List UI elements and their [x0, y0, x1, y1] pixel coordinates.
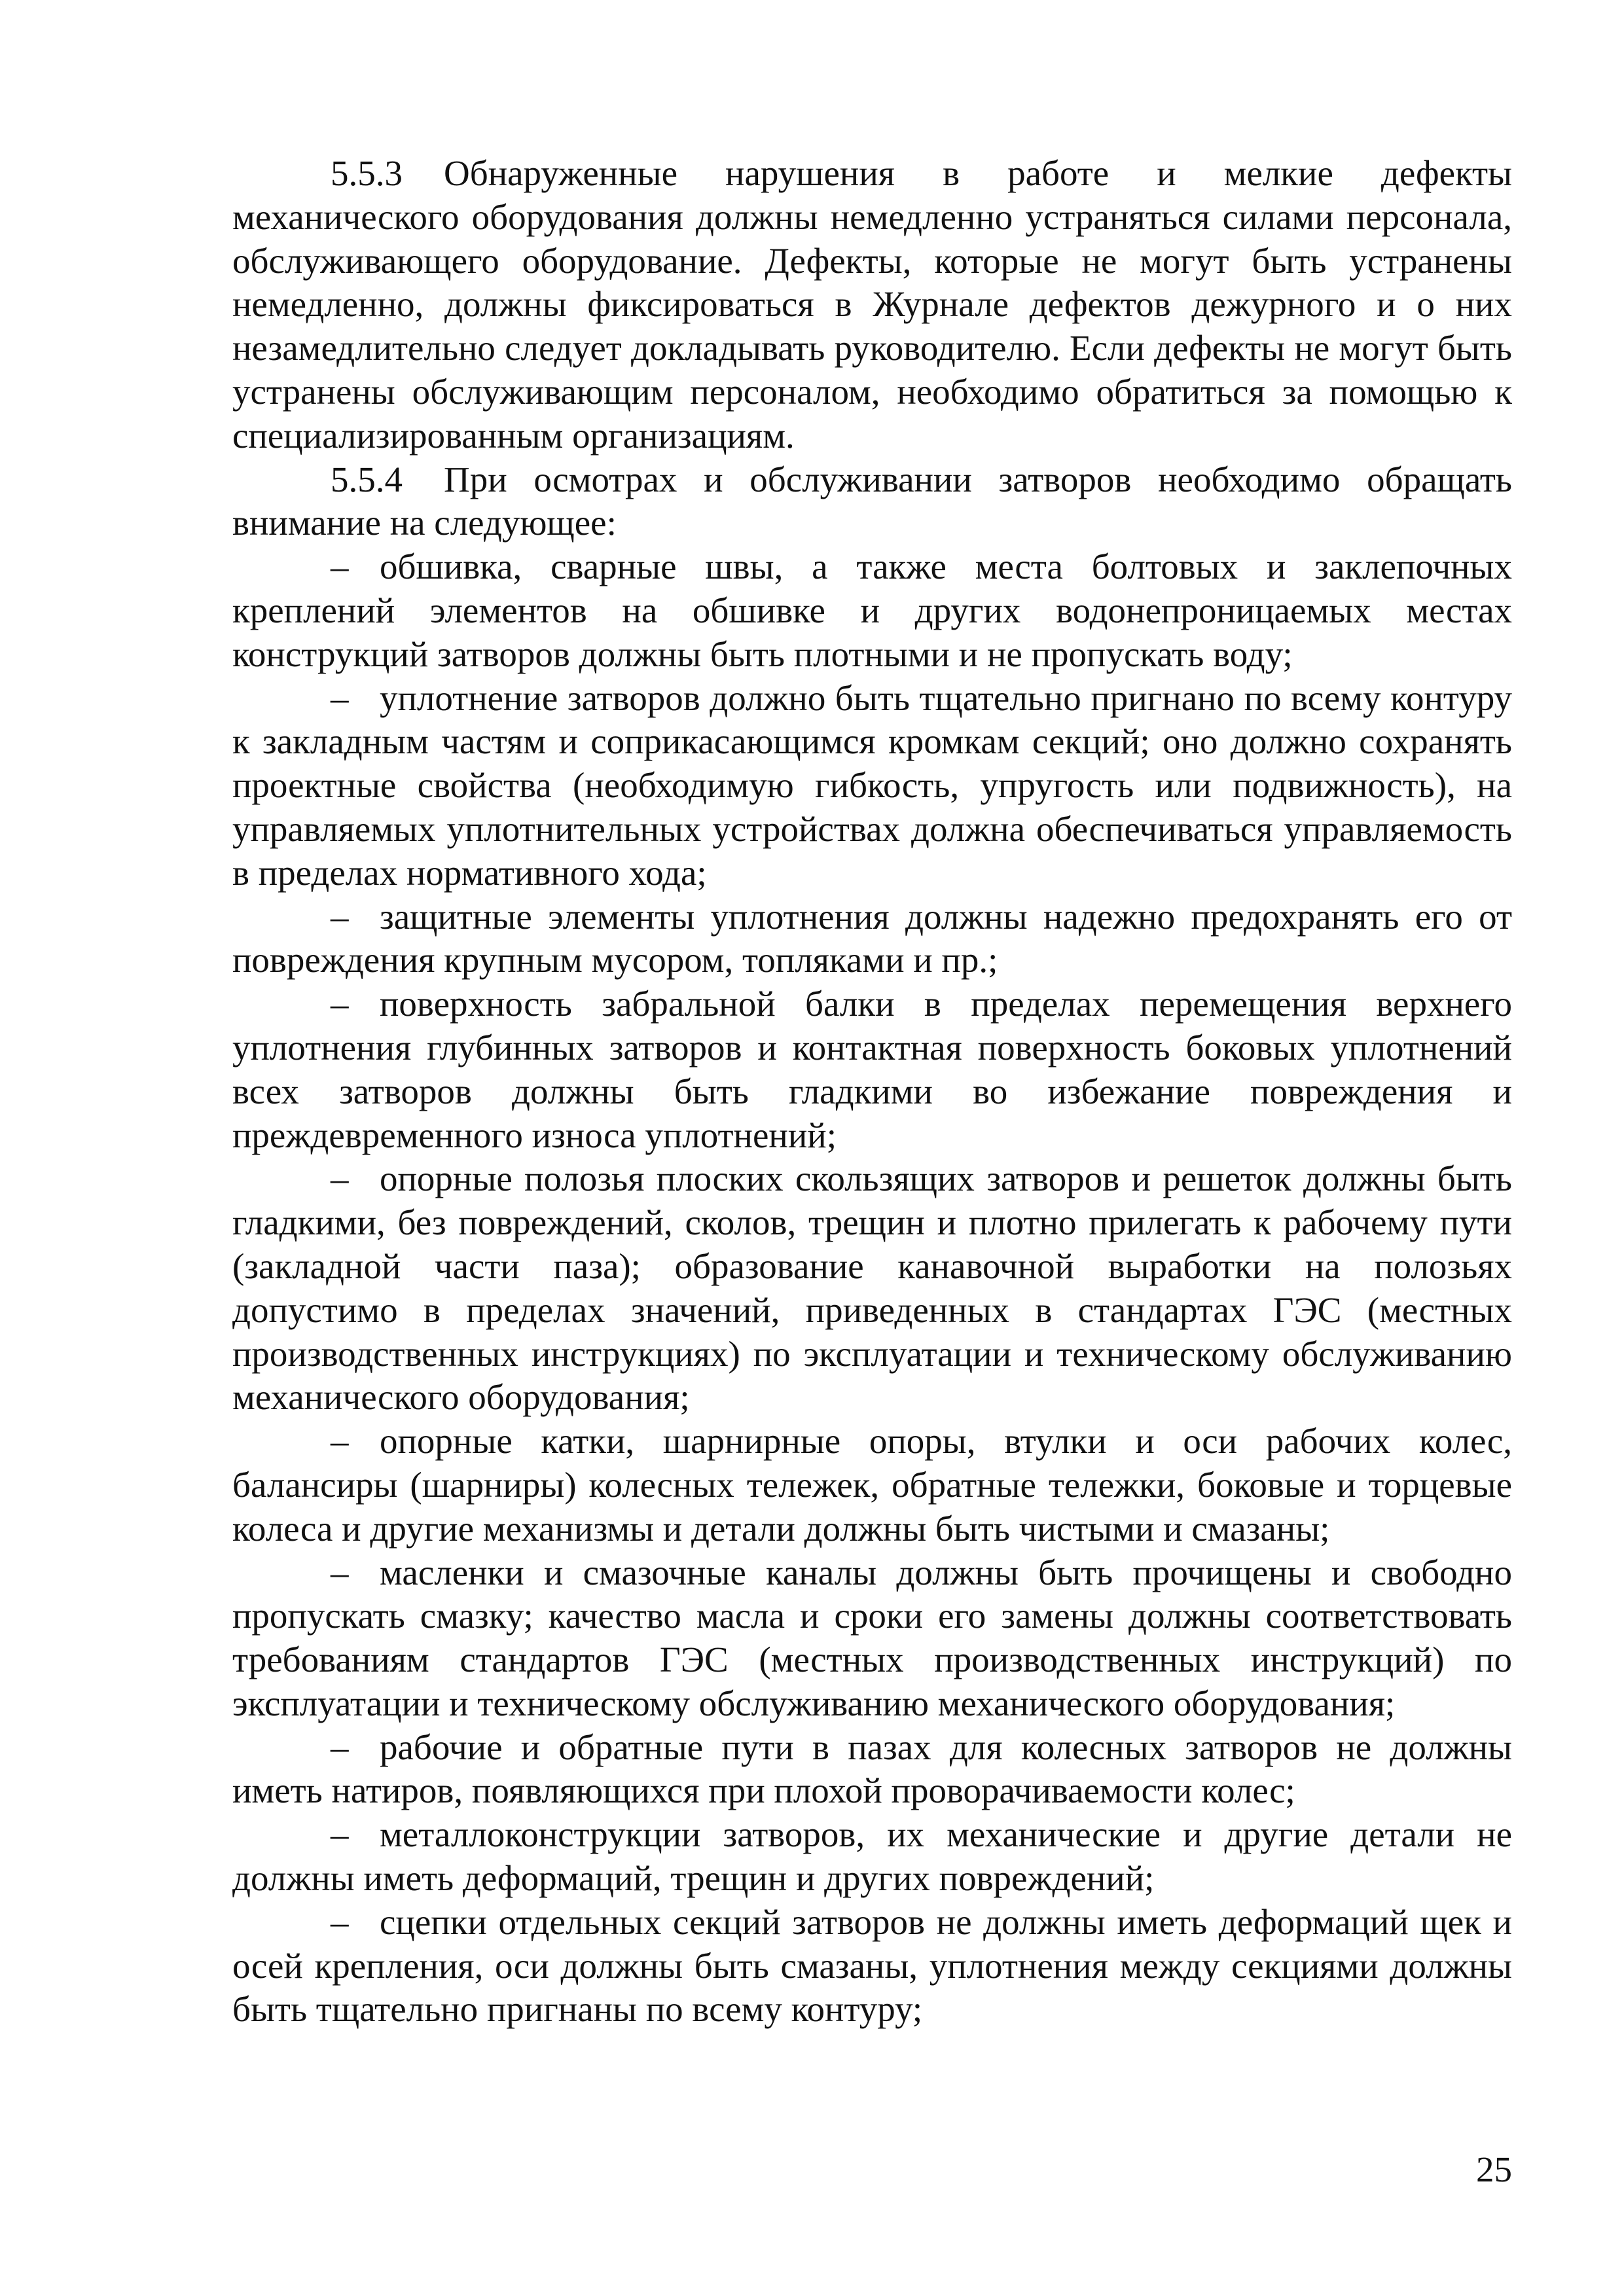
list-item-text: сцепки отдельных секций затворов не должны иметь деформаций щек и осей крепления, оси должны быть смазаны, уплотнения между секциями должны быть тщательно пригнаны по всему контуру;: [232, 1901, 1512, 2030]
list-item-text: масленки и смазочные каналы должны быть прочищены и свободно пропускать смазку; качество масла и сроки его замены должны соответствовать требованиям стандартов ГЭС (местных производственных инструкций) по эксплуатации и техническому обслуживанию механического оборудования;: [232, 1552, 1512, 1723]
list-item: [232, 1813, 1512, 1901]
dash-marker: –: [331, 1727, 349, 1767]
list-item: [232, 1551, 1512, 1726]
document-page: [232, 152, 1512, 2032]
dash-marker: –: [331, 1814, 349, 1855]
list-item: [232, 1726, 1512, 1814]
dash-marker: –: [331, 547, 349, 587]
dash-marker: –: [331, 1158, 349, 1199]
list-item-text: поверхность забральной балки в пределах перемещения верхнего уплотнения глубинных затворов и контактная поверхность боковых уплотнений всех затворов должны быть гладкими во избежание повреждения и преждевременного износа уплотнений;: [232, 984, 1512, 1155]
dash-marker: –: [331, 1901, 349, 1942]
dash-marker: –: [331, 896, 349, 937]
list-item: [232, 982, 1512, 1157]
list-item: [232, 545, 1512, 676]
list-item: [232, 1157, 1512, 1420]
section-number: 5.5.3: [331, 153, 403, 193]
list-item-text: металлоконструкции затворов, их механические и другие детали не должны иметь деформаций, трещин и других повреждений;: [232, 1814, 1512, 1899]
dash-marker: –: [331, 984, 349, 1024]
list-item: [232, 677, 1512, 895]
list-item: [232, 1420, 1512, 1551]
section-5-5-3: [232, 152, 1512, 458]
list-item-text: опорные полозья плоских скользящих затворов и решеток должны быть гладкими, без повреждений, сколов, трещин и плотно прилегать к рабочему пути (закладной части паза); образование канавочной выработки на полозьях допустимо в пределах значений, приведенных в стандартах ГЭС (местных производственных инструкциях) по эксплуатации и техническому обслуживанию механического оборудования;: [232, 1158, 1512, 1418]
list-item-text: опорные катки, шарнирные опоры, втулки и оси рабочих колес, балансиры (шарниры) колесных тележек, обратные тележки, боковые и торцевые колеса и другие механизмы и детали должны быть чистыми и смазаны;: [232, 1421, 1512, 1549]
list-item-text: обшивка, сварные швы, а также места болтовых и заклепочных креплений элементов на обшивке и других водонепроницаемых местах конструкций затворов должны быть плотными и не пропускать воду;: [232, 547, 1512, 674]
section-number: 5.5.4: [331, 459, 403, 499]
list-item: [232, 1901, 1512, 2032]
section-text: При осмотрах и обслуживании затворов необходимо обращать внимание на следующее:: [232, 459, 1512, 543]
page-number: 25: [1476, 2149, 1512, 2189]
list-item-text: рабочие и обратные пути в пазах для колесных затворов не должны иметь натиров, появляющихся при плохой проворачиваемости колес;: [232, 1727, 1512, 1811]
section-5-5-4: [232, 458, 1512, 546]
list-item-text: защитные элементы уплотнения должны надежно предохранять его от повреждения крупным мусором, топляками и пр.;: [232, 896, 1512, 980]
list-item-text: уплотнение затворов должно быть тщательно пригнано по всему контуру к закладным частям и соприкасающимся кромкам секций; оно должно сохранять проектные свойства (необходимую гибкость, упругость или подвижность), на управляемых уплотнительных устройствах должна обеспечиваться управляемость в пределах нормативного хода;: [232, 677, 1512, 893]
dash-marker: –: [331, 1552, 349, 1592]
dash-marker: –: [331, 1421, 349, 1462]
dash-marker: –: [331, 677, 349, 718]
list-item: [232, 895, 1512, 983]
section-text: Обнаруженные нарушения в работе и мелкие дефекты механического оборудования должны немедленно устраняться силами персонала, обслуживающего оборудование. Дефекты, которые не могут быть устранены немедленно, должны фиксироваться в Журнале дефектов дежурного и о них незамедлительно следует докладывать руководителю. Если дефекты не могут быть устранены обслуживающим персоналом, необходимо обратиться за помощью к специализированным организациям.: [232, 153, 1512, 456]
